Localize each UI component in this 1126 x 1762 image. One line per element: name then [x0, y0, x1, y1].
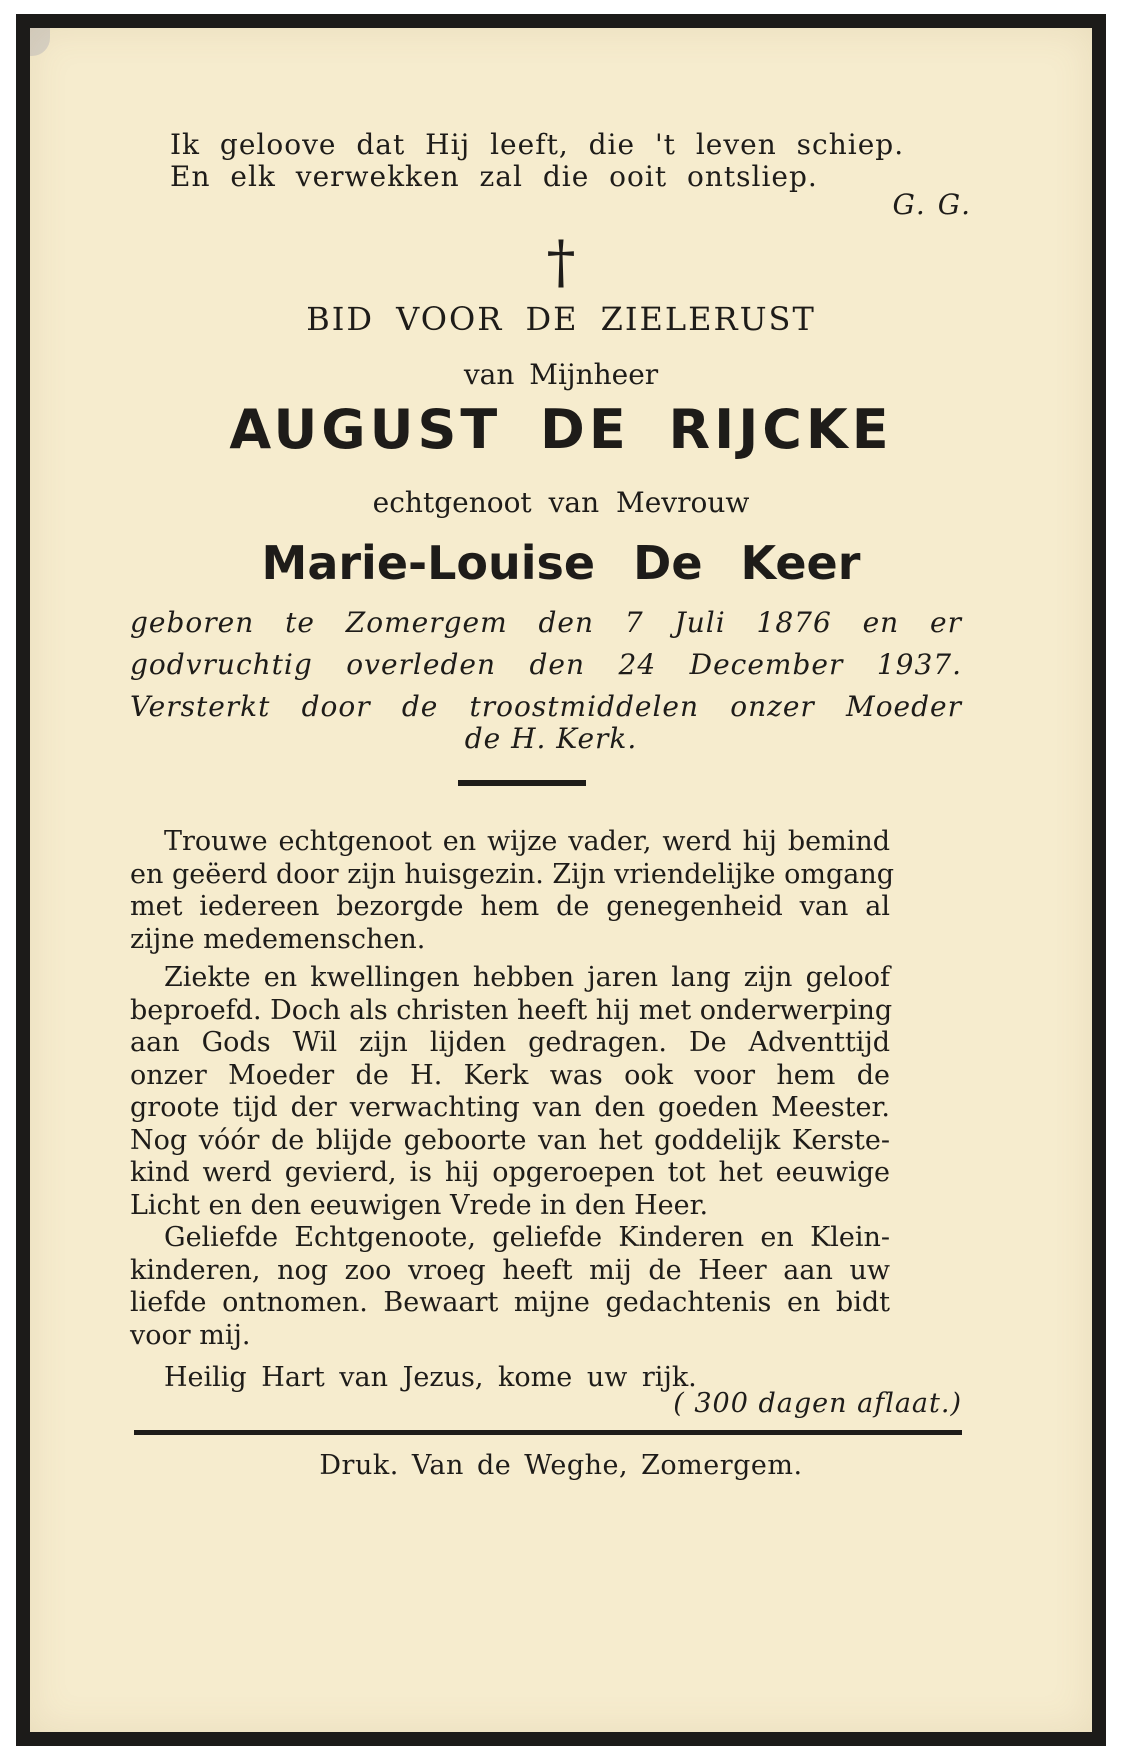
quote-initials: G. G.	[892, 188, 972, 221]
sacraments-line: Versterkt door de troostmiddelen onzer Moeder	[130, 690, 962, 723]
prayer-heading: BID VOOR DE ZIELERUST	[306, 300, 816, 338]
paragraph-line: liefde ontnomen. Bewaart mijne gedachtenis en bidt	[130, 1287, 890, 1318]
paragraph-line: zijne medemenschen.	[130, 923, 426, 955]
deceased-name: AUGUST DE RIJCKE	[229, 398, 893, 461]
paragraph-line: kind werd gevierd, is hij opgeroepen tot het eeuwige	[130, 1157, 890, 1188]
cross-icon: †	[546, 228, 576, 296]
spouse-name: Marie-Louise De Keer	[261, 536, 861, 590]
paragraph-line: onzer Moeder de H. Kerk was ook voor hem de	[130, 1059, 890, 1091]
closing-prayer: Heilig Hart van Jezus, kome uw rijk.	[164, 1362, 697, 1393]
paragraph-line: Geliefde Echtgenoote, geliefde Kinderen en Klein-	[164, 1222, 890, 1253]
quote-line-1: Ik geloove dat Hij leeft, die 't leven schiep.	[170, 128, 905, 161]
paragraph-line: Trouwe echtgenoot en wijze vader, werd hij bemind	[164, 826, 890, 857]
torn-corner	[16, 14, 50, 56]
paragraph-line: Nog vóór de blijde geboorte van het goddelijk Kerste-	[130, 1124, 890, 1156]
indulgence-note: ( 300 dagen aflaat.)	[673, 1388, 962, 1419]
paragraph-line: en geëerd door zijn huisgezin. Zijn vriendelijke omgang	[130, 858, 895, 890]
paragraph-line: Licht en den eeuwigen Vrede in den Heer.	[130, 1189, 709, 1221]
divider	[458, 780, 586, 786]
honorific: van Mijnheer	[463, 358, 659, 391]
paragraph-line: kinderen, nog zoo vroeg heeft mij de Heer aan uw	[130, 1254, 890, 1286]
quote-line-2: En elk verwekken zal die ooit ontsliep.	[170, 160, 818, 193]
paragraph-line: groote tijd der verwachting van den goeden Meester.	[130, 1092, 890, 1123]
paragraph-illness	[130, 962, 893, 1222]
paragraph-line: Ziekte en kwellingen hebben jaren lang zijn geloof	[164, 962, 890, 993]
paragraph-line: aan Gods Wil zijn lijden gedragen. De Adventtijd	[130, 1027, 890, 1058]
printer-credit: Druk. Van de Weghe, Zomergem.	[319, 1450, 803, 1481]
paragraph-line: beproefd. Doch als christen heeft hij met onderwerping	[130, 994, 893, 1026]
spouse-intro: echtgenoot van Mevrouw	[372, 486, 750, 519]
death-line: godvruchtig overleden den 24 December 1937.	[130, 648, 962, 681]
paragraph-tribute	[130, 826, 895, 956]
paragraph-farewell	[130, 1222, 890, 1352]
footer-rule	[134, 1430, 962, 1435]
paragraph-line: met iedereen bezorgde hem de genegenheid van al	[130, 891, 890, 922]
memorial-card	[16, 14, 1106, 1746]
paragraph-line: voor mij.	[130, 1319, 251, 1351]
church-line: de H. Kerk.	[464, 722, 638, 755]
birth-line: geboren te Zomergem den 7 Juli 1876 en er	[130, 606, 962, 639]
